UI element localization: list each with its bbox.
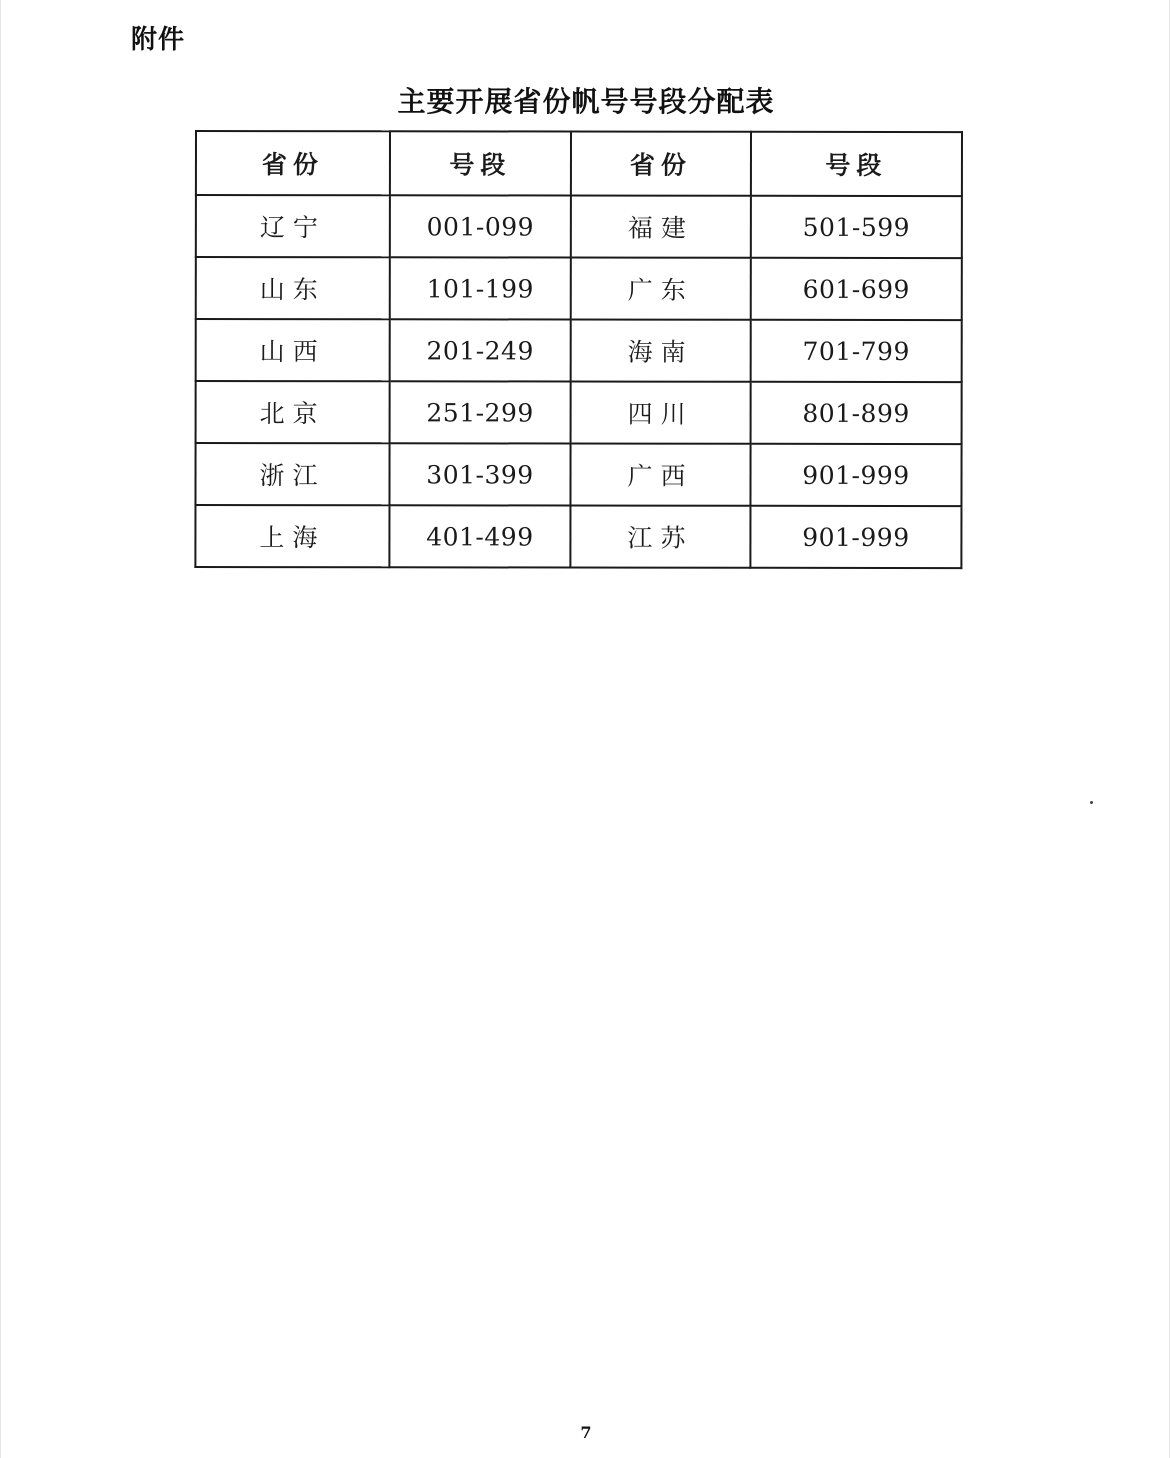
range-left-cell: 101-199	[390, 257, 571, 319]
table-row	[195, 443, 961, 506]
table-row	[196, 257, 962, 320]
province-right-cell: 四川	[571, 382, 751, 444]
allocation-table-wrapper	[194, 130, 961, 569]
table-row	[196, 195, 962, 258]
range-right-cell: 501-599	[751, 196, 962, 258]
province-right-cell: 福建	[571, 196, 751, 258]
range-left-cell: 401-499	[389, 505, 570, 567]
province-left-cell: 浙江	[195, 443, 389, 505]
range-right-cell: 901-999	[750, 444, 961, 506]
range-right-cell: 701-799	[751, 320, 962, 382]
range-right-cell: 901-999	[750, 506, 961, 568]
scan-speck	[1090, 801, 1093, 804]
province-left-cell: 辽宁	[196, 195, 390, 257]
header-range-left: 号段	[390, 131, 571, 195]
page-title: 主要开展省份帆号号段分配表	[397, 85, 775, 118]
province-right-cell: 广西	[570, 444, 750, 506]
province-left-cell: 北京	[196, 381, 390, 443]
province-right-cell: 江苏	[570, 506, 750, 568]
table-row	[195, 505, 961, 568]
table-row	[196, 319, 962, 382]
province-left-cell: 山东	[196, 257, 390, 319]
attachment-label: 附件	[131, 25, 186, 55]
range-left-cell: 201-249	[390, 319, 571, 381]
range-right-cell: 601-699	[751, 258, 962, 320]
province-left-cell: 上海	[195, 505, 389, 567]
province-right-cell: 广东	[571, 258, 751, 320]
table-row	[196, 381, 962, 444]
header-province-left: 省份	[196, 131, 390, 195]
header-province-right: 省份	[571, 132, 751, 196]
range-left-cell: 301-399	[389, 443, 570, 505]
range-left-cell: 251-299	[390, 381, 571, 443]
range-left-cell: 001-099	[390, 195, 571, 257]
table-header-row	[196, 131, 962, 196]
province-left-cell: 山西	[196, 319, 390, 381]
allocation-table	[194, 130, 963, 569]
range-right-cell: 801-899	[751, 382, 962, 444]
page-number: 7	[580, 1423, 592, 1442]
province-right-cell: 海南	[571, 320, 751, 382]
header-range-right: 号段	[751, 132, 962, 196]
